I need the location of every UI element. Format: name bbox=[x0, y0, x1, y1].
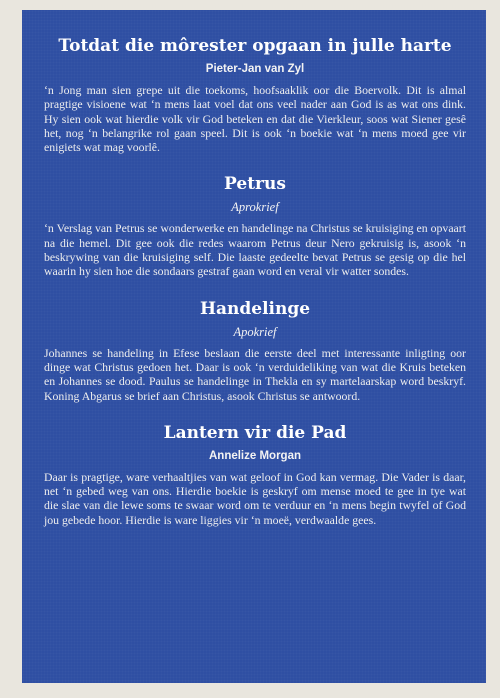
book-entry-petrus bbox=[44, 174, 466, 278]
book-genre: Apokrief bbox=[233, 324, 277, 339]
book-entry-handelinge bbox=[44, 299, 466, 403]
book-description: ‘n Verslag van Petrus se wonderwerke en handelinge na Christus se kruisiging en opvaart na die hemel. Dit gee ook die redes waarom Petrus deur Nero gekruisig is, asook ‘n beskrywing van die kruisiging self. Die laaste gedeelte bevat Petrus se gesig op die hel waarin hy sien hoe die sondaars gestraf gaan word en veral vir watter sondes. bbox=[44, 221, 466, 279]
book-entry-morester bbox=[44, 36, 466, 154]
book-title: Lantern vir die Pad bbox=[163, 422, 347, 443]
book-author: Annelize Morgan bbox=[208, 449, 301, 462]
blue-content-panel bbox=[22, 10, 486, 683]
book-genre: Aprokrief bbox=[231, 200, 279, 215]
book-title: Handelinge bbox=[199, 298, 311, 319]
book-description: ‘n Jong man sien grepe uit die toekoms, hoofsaaklik oor die Boervolk. Dit is almal pragtige visioene wat ‘n mens laat voel dat ons veel nader aan God is as wat ons dink. Hy sien ook wat hierdie volk vir God beteken en dat die Vierkleur, soos wat Siener gesê het, nog ‘n belangrike rol gaan speel. Dit is ook ‘n boekie wat ‘n mens moed gee vir enigiets wat mag voorlê. bbox=[44, 83, 466, 155]
book-entry-lantern bbox=[44, 423, 466, 527]
book-description: Johannes se handeling in Efese beslaan die eerste deel met interessante inligting oor dinge wat Christus gedoen het. Daar is ook ‘n verduideliking van wat die Kruis beteken en Johannes se dood. Paulus se handelinge in Thekla en sy martelaarskap word beskryf. Koning Abgarus se brief aan Christus, asook Christus se antwoord. bbox=[44, 345, 466, 403]
book-title: Totdat die môrester opgaan in julle harte bbox=[58, 36, 452, 56]
book-description: Daar is pragtige, ware verhaaltjies van wat geloof in God kan vermag. Die Vader is daar, net ‘n gebed weg van ons. Hierdie boekie is geskryf om mense moed te gee in tye wat die slae van die lewe soms te swaar word om te verduur en ‘n mens begin twyfel of God jou gebede hoor. Hierdie is ware liggies vir ‘n moeë, verdwaalde gees. bbox=[44, 469, 466, 527]
book-author: Pieter-Jan van Zyl bbox=[205, 63, 305, 75]
book-title: Petrus bbox=[224, 174, 286, 195]
